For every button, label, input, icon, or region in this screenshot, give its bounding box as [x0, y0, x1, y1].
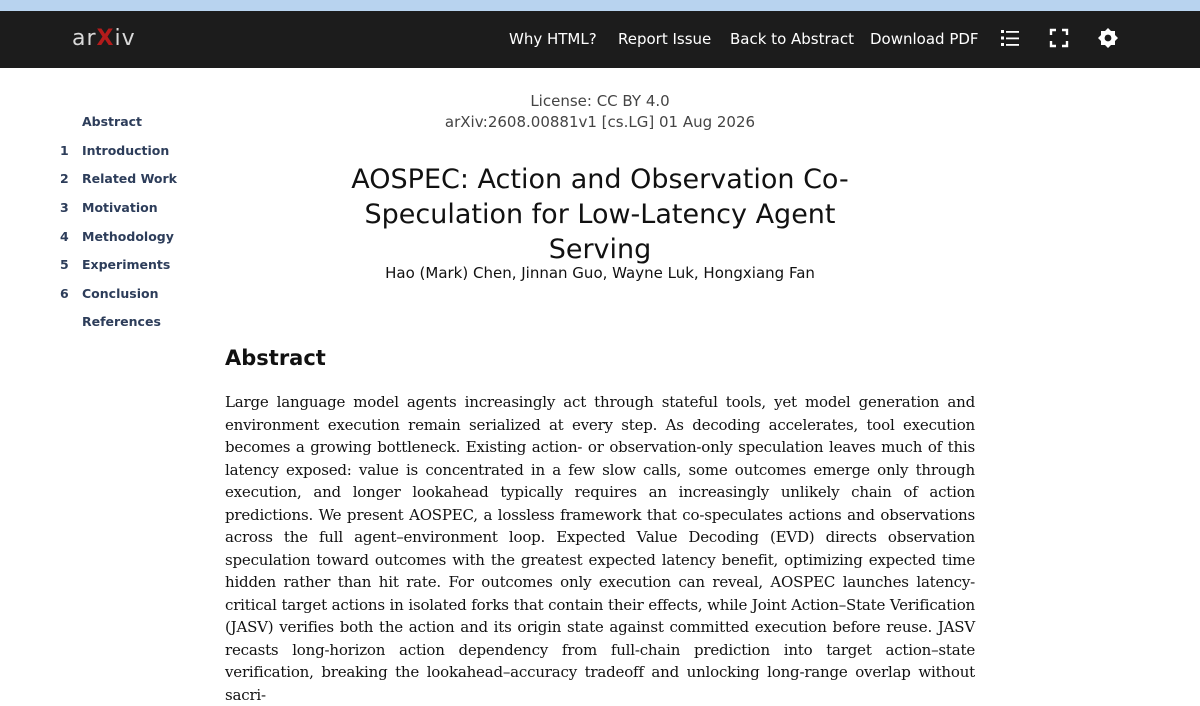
fullscreen-icon[interactable] [1048, 27, 1070, 49]
back-to-abstract-link[interactable]: Back to Abstract [730, 30, 854, 48]
license-line: License: CC BY 4.0 [530, 92, 670, 110]
toc-label: Abstract [82, 114, 143, 129]
toc-label: Motivation [82, 200, 158, 215]
toc-label: Methodology [82, 229, 174, 244]
browser-top-strip [0, 0, 1200, 11]
toc-label: References [82, 314, 161, 329]
arxiv-id-line: arXiv:2608.00881v1 [cs.LG] 01 Aug 2026 [444, 113, 756, 131]
toc-label: Related Work [82, 171, 177, 186]
list-icon[interactable] [999, 27, 1021, 49]
toc-label: Introduction [82, 143, 170, 158]
settings-icon[interactable] [1097, 27, 1119, 49]
paper-title: AOSPEC: Action and Observation Co-Speculation for Low-Latency Agent Serving [351, 164, 849, 265]
toc-number: 4 [60, 229, 69, 244]
report-issue-link[interactable]: Report Issue [618, 30, 712, 48]
download-pdf-link[interactable]: Download PDF [870, 30, 979, 48]
abstract-heading: Abstract [225, 346, 326, 370]
abstract-text: Large language model agents increasingly act through stateful tools, yet model generation and environment execution remain serialized at every step. As decoding accelerates, tool execution becomes a growing bottleneck. Existing action- or observation-only speculation leaves much of this latency exposed: value is concentrated in a few slow calls, some outcomes emerge only through execution, and longer lookahead typically requires an increasingly unlikely chain of action predictions. We present AOSPEC, a lossless framework that co-speculates actions and observations across the full agent–environment loop. Expected Value Decoding (EVD) directs observation speculation toward outcomes with the greatest expected latency benefit, optimizing expected time hidden rather than hit rate. For outcomes only execution can reveal, AOSPEC launches latency-critical target actions in isolated forks that contain their effects, while Joint Action–State Verification (JASV) verifies both the action and its origin state against committed execution before reuse. JASV recasts long-horizon action dependency from full-chain prediction into target action–state verification, breaking the lookahead–accuracy tradeoff and unlocking long-range overlap without sacri- [225, 393, 975, 704]
toc-label: Experiments [82, 257, 171, 272]
why-html-link[interactable]: Why HTML? [509, 30, 597, 48]
toc-number: 2 [60, 171, 69, 186]
toc-number: 1 [60, 143, 69, 158]
arxiv-logo[interactable]: arXiv [72, 26, 136, 51]
toc-number: 3 [60, 200, 69, 215]
paper-authors: Hao (Mark) Chen, Jinnan Guo, Wayne Luk, Hongxiang Fan [385, 264, 815, 282]
toc-label: Conclusion [82, 286, 159, 301]
toc-number: 6 [60, 286, 69, 301]
toc-number: 5 [60, 257, 69, 272]
top-navbar [0, 11, 1200, 68]
